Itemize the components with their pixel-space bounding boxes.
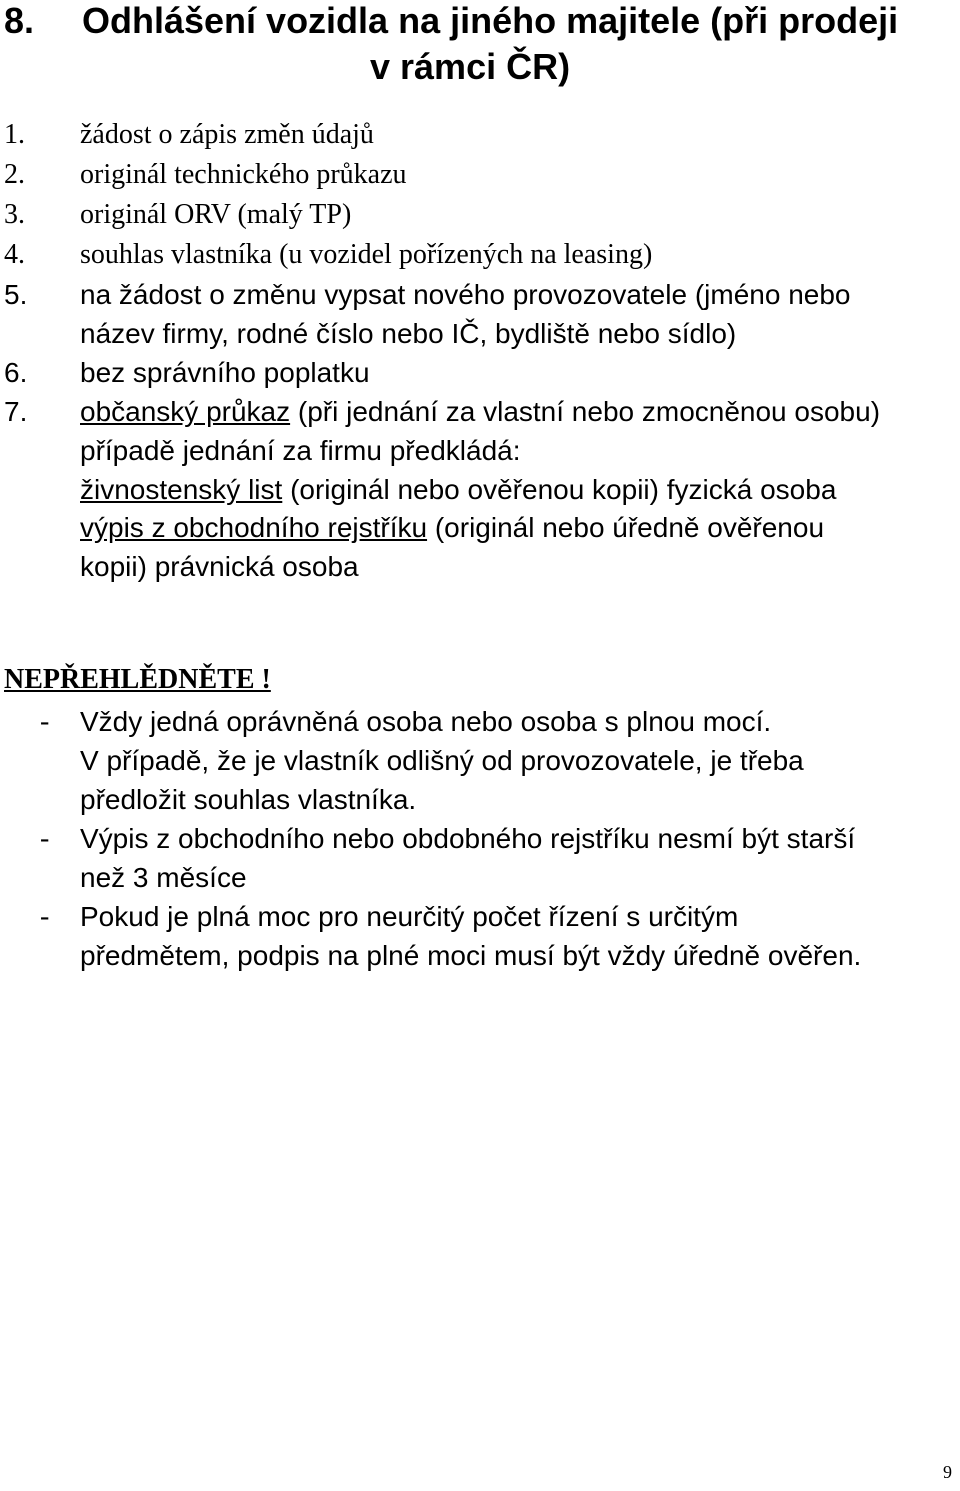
item-text — [80, 395, 880, 429]
bullet-dash: - — [40, 901, 50, 932]
heading-line-2: v rámci ČR) — [370, 46, 571, 87]
item-number: 4. — [4, 239, 25, 270]
item-text-rest: (originál nebo ověřenou kopii) fyzická osoba — [282, 474, 837, 505]
underlined-term: občanský průkaz — [80, 396, 291, 427]
heading-number: 8. — [4, 0, 35, 41]
item-number: 5. — [4, 279, 28, 310]
bullet-text: předmětem, podpis na plné moci musí být vždy úředně ověřen. — [80, 940, 862, 971]
item-number: 1. — [4, 119, 25, 150]
item-number: 7. — [4, 396, 28, 427]
item-number: 6. — [4, 357, 28, 388]
heading-line-1: Odhlášení vozidla na jiného majitele (při prodeji — [82, 0, 899, 41]
bullet-text: Vždy jedná oprávněná osoba nebo osoba s plnou mocí. — [80, 706, 772, 737]
item-text: originál technického průkazu — [80, 159, 407, 190]
item-text: případě jednání za firmu předkládá: — [80, 435, 521, 466]
item-text: souhlas vlastníka (u vozidel pořízených na leasing) — [80, 239, 653, 270]
item-text — [80, 511, 824, 545]
item-text-rest: (originál nebo úředně ověřenou — [427, 512, 825, 543]
item-text: žádost o zápis změn údajů — [80, 119, 374, 150]
item-text: kopii) právnická osoba — [80, 551, 359, 582]
bullet-text: Výpis z obchodního nebo obdobného rejstříku nesmí být starší — [80, 823, 856, 854]
warning-heading: NEPŘEHLĚDNĚTE ! — [4, 664, 271, 695]
page-number: 9 — [943, 1462, 952, 1482]
underlined-term: výpis z obchodního rejstříku — [80, 512, 428, 543]
bullet-text: Pokud je plná moc pro neurčitý počet řízení s určitým — [80, 901, 739, 932]
item-text — [80, 473, 836, 507]
bullet-text: V případě, že je vlastník odlišný od provozovatele, je třeba — [80, 745, 804, 776]
item-text: název firmy, rodné číslo nebo IČ, bydliště nebo sídlo) — [80, 318, 737, 349]
bullet-dash: - — [40, 823, 50, 854]
bullet-dash: - — [40, 706, 50, 737]
item-number: 2. — [4, 159, 25, 190]
item-text: originál ORV (malý TP) — [80, 199, 352, 230]
bullet-text: předložit souhlas vlastníka. — [80, 784, 417, 815]
item-text: na žádost o změnu vypsat nového provozovatele (jméno nebo — [80, 279, 851, 310]
item-number: 3. — [4, 199, 25, 230]
item-text-rest: (při jednání za vlastní nebo zmocněnou osobu) — [290, 396, 881, 427]
item-text: bez správního poplatku — [80, 357, 370, 388]
underlined-term: živnostenský list — [80, 474, 283, 505]
bullet-text: než 3 měsíce — [80, 862, 247, 893]
